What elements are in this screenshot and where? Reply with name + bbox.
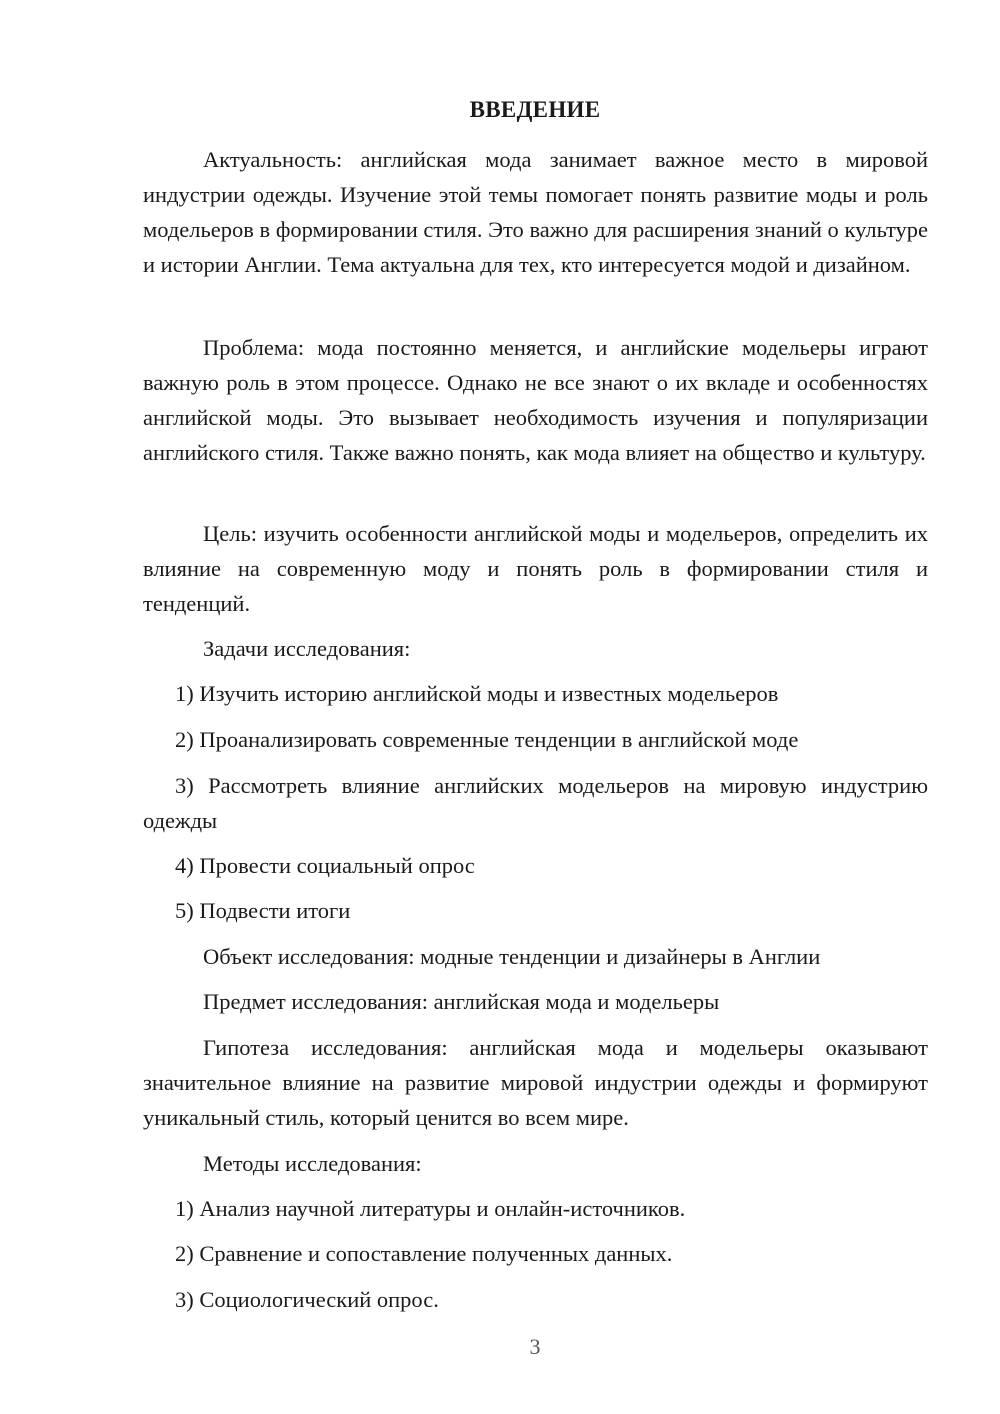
task-item: 2) Проанализировать современные тенденции в английской моде bbox=[175, 727, 799, 752]
task-item: 4) Провести социальный опрос bbox=[175, 853, 475, 878]
method-item: 2) Сравнение и сопоставление полученных данных. bbox=[175, 1241, 673, 1266]
section-title: ВВЕДЕНИЕ bbox=[469, 97, 601, 122]
task-item: 5) Подвести итоги bbox=[175, 898, 351, 923]
tasks-heading: Задачи исследования: bbox=[203, 636, 411, 661]
method-item: 3) Социологический опрос. bbox=[175, 1287, 439, 1312]
paragraph-problem: Проблема: мода постоянно меняется, и английские модельеры играют важную роль в этом процессе. Однако не все знают о их вкладе и особенностях английской моды. Это вызывает необходимость изучения и популяризации английского стиля. Также важно понять, как мода влияет на общество и культуру. bbox=[143, 335, 928, 465]
task-item: 1) Изучить историю английской моды и известных модельеров bbox=[175, 681, 779, 706]
paragraph-hypothesis: Гипотеза исследования: английская мода и модельеры оказывают значительное влияние на развитие мировой индустрии одежды и формируют уникальный стиль, который ценится во всем мире. bbox=[143, 1035, 928, 1130]
methods-heading: Методы исследования: bbox=[203, 1151, 422, 1176]
paragraph-subject: Предмет исследования: английская мода и модельеры bbox=[203, 989, 720, 1014]
paragraph-relevance: Актуальность: английская мода занимает важное место в мировой индустрии одежды. Изучение этой темы помогает понять развитие моды и роль модельеров в формировании стиля. Это важно для расширения знаний о культуре и истории Англии. Тема актуальна для тех, кто интересуется модой и дизайном. bbox=[143, 147, 928, 277]
paragraph-goal: Цель: изучить особенности английской моды и модельеров, определить их влияние на современную моду и понять роль в формировании стиля и тенденций. bbox=[143, 521, 928, 616]
method-item: 1) Анализ научной литературы и онлайн-источников. bbox=[175, 1196, 686, 1221]
task-item: 3) Рассмотреть влияние английских модельеров на мировую индустрию одежды bbox=[143, 773, 928, 833]
page-number: 3 bbox=[529, 1334, 541, 1359]
paragraph-object: Объект исследования: модные тенденции и дизайнеры в Англии bbox=[203, 944, 821, 969]
